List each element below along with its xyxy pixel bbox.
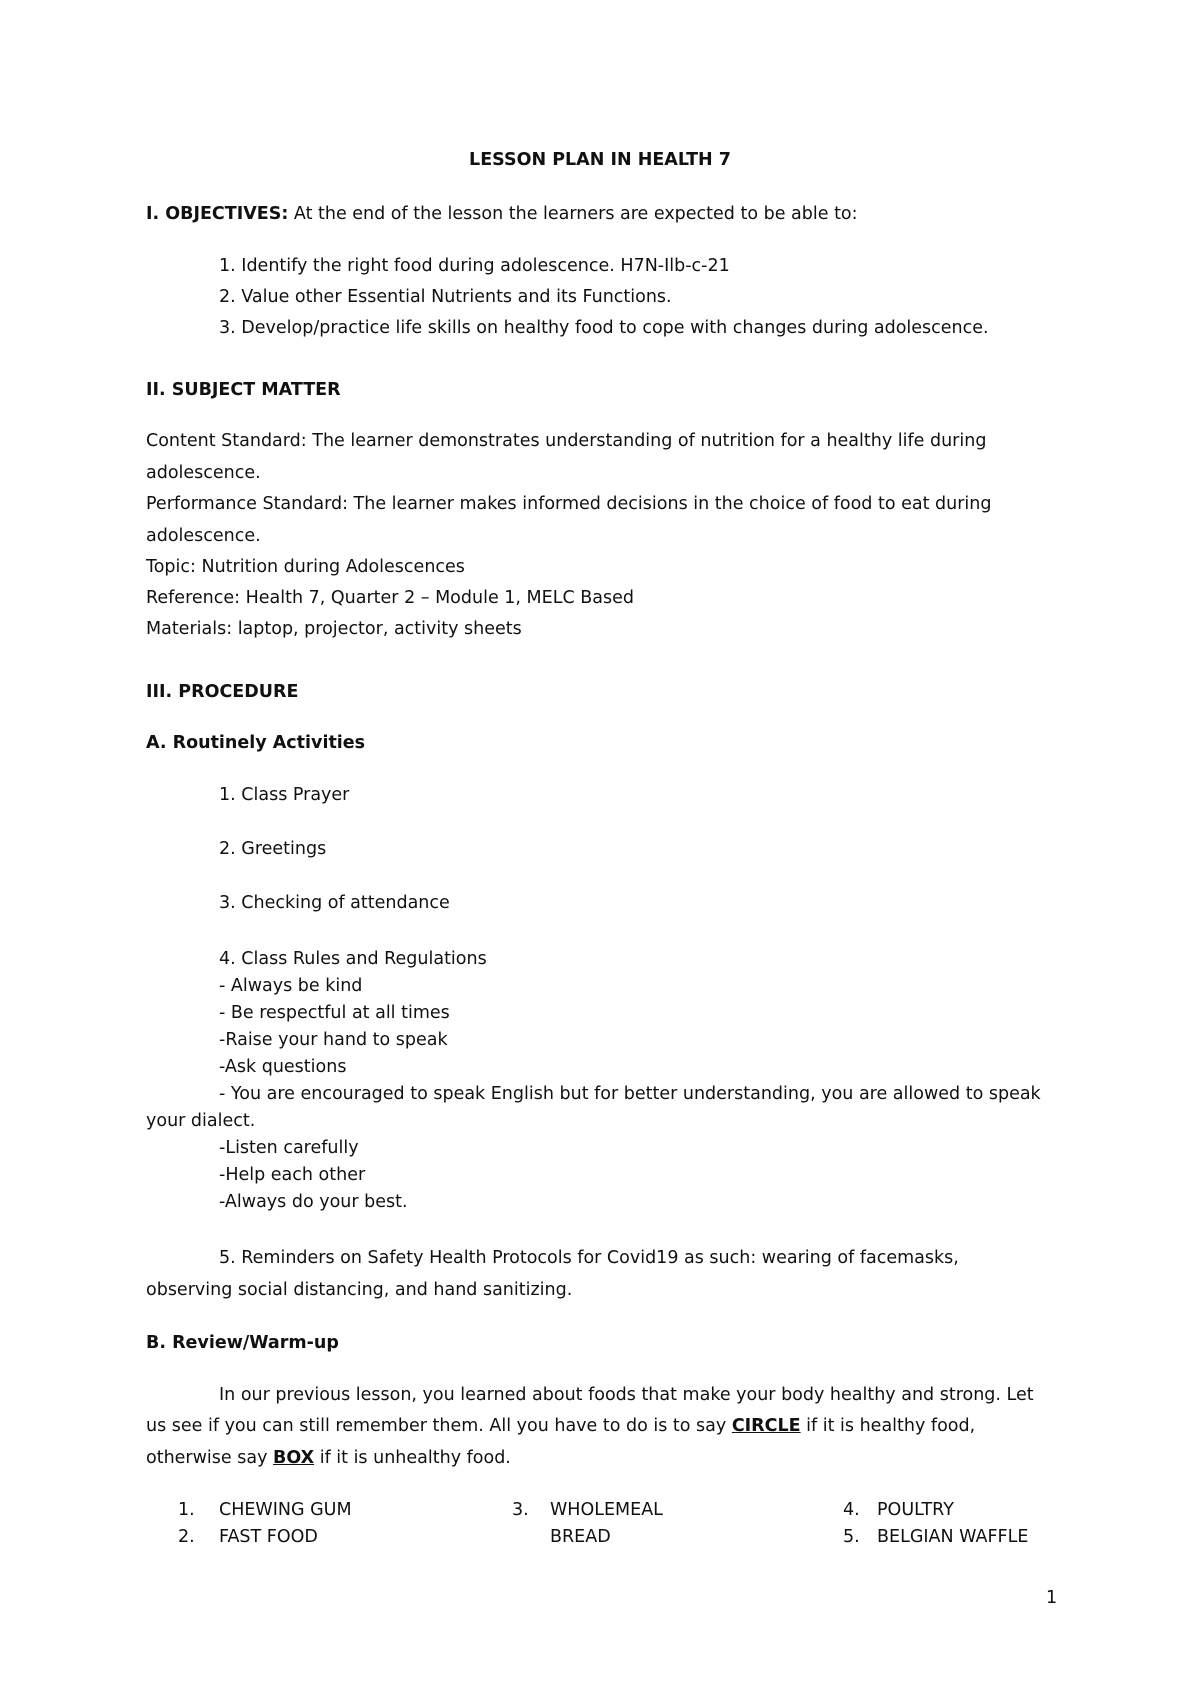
review-text: us see if you can still remember them. All you have to do is to say bbox=[146, 1416, 727, 1436]
topic-label: Topic: bbox=[146, 557, 196, 577]
objective-text: Develop/practice life skills on healthy food to cope with changes during adolescence. bbox=[241, 318, 989, 338]
food-num: 3. bbox=[512, 1500, 529, 1520]
review-text: if it is unhealthy food. bbox=[319, 1448, 511, 1468]
materials-line bbox=[146, 621, 522, 639]
food-item bbox=[512, 1502, 529, 1520]
food-num: 4. bbox=[843, 1500, 860, 1520]
content-standard-label: Content Standard: bbox=[146, 431, 307, 451]
review-text: otherwise say bbox=[146, 1448, 268, 1468]
objective-num: 2. bbox=[219, 287, 236, 307]
food-item bbox=[178, 1529, 195, 1547]
review-paragraph-line bbox=[146, 1450, 511, 1468]
rule-item: -Listen carefully bbox=[219, 1138, 359, 1158]
routine-heading: A. Routinely Activities bbox=[146, 733, 366, 753]
objective-item bbox=[219, 289, 672, 307]
routine-text: Greetings bbox=[241, 839, 327, 859]
review-text: if it is healthy food, bbox=[806, 1416, 976, 1436]
objectives-line bbox=[146, 206, 858, 224]
routine-item bbox=[219, 787, 349, 805]
routine-item bbox=[219, 841, 326, 859]
food-text: FAST FOOD bbox=[219, 1527, 318, 1547]
routine-text: Class Prayer bbox=[241, 785, 350, 805]
objectives-intro: At the end of the lesson the learners are expected to be able to: bbox=[293, 204, 858, 224]
food-item bbox=[843, 1529, 860, 1547]
reference-line bbox=[146, 590, 634, 608]
rule-item: - You are encouraged to speak English but for better understanding, you are allowed to speak bbox=[219, 1084, 1041, 1104]
reminder-num: 5. bbox=[219, 1248, 236, 1268]
objective-item bbox=[219, 320, 989, 338]
objective-text: Identify the right food during adolescence. H7N-Ilb-c-21 bbox=[241, 256, 730, 276]
objective-text: Value other Essential Nutrients and its Functions. bbox=[241, 287, 672, 307]
food-num: 1. bbox=[178, 1500, 195, 1520]
topic-line bbox=[146, 559, 465, 577]
routine-num: 2. bbox=[219, 839, 236, 859]
food-item bbox=[843, 1502, 860, 1520]
rule-item: -Always do your best. bbox=[219, 1192, 408, 1212]
reminder-line bbox=[219, 1250, 959, 1268]
objective-num: 3. bbox=[219, 318, 236, 338]
content-standard-text: The learner demonstrates understanding of nutrition for a healthy life during bbox=[312, 431, 987, 451]
objective-num: 1. bbox=[219, 256, 236, 276]
rules-num: 4. bbox=[219, 949, 236, 969]
rule-item: -Ask questions bbox=[219, 1057, 347, 1077]
food-text: POULTRY bbox=[877, 1500, 954, 1520]
food-item bbox=[178, 1502, 195, 1520]
procedure-heading: III. PROCEDURE bbox=[146, 682, 299, 702]
page-number: 1 bbox=[1046, 1588, 1058, 1608]
rules-title-line bbox=[219, 951, 487, 969]
routine-num: 3. bbox=[219, 893, 236, 913]
food-text-wrap: BREAD bbox=[550, 1527, 611, 1547]
subject-matter-heading: II. SUBJECT MATTER bbox=[146, 380, 341, 400]
routine-num: 1. bbox=[219, 785, 236, 805]
routine-text: Checking of attendance bbox=[241, 893, 450, 913]
rules-title: Class Rules and Regulations bbox=[241, 949, 487, 969]
rule-item-wrap: your dialect. bbox=[146, 1111, 256, 1131]
reminder-text: Reminders on Safety Health Protocols for Covid19 as such: wearing of facemasks, bbox=[241, 1248, 959, 1268]
food-text: WHOLEMEAL bbox=[550, 1500, 663, 1520]
reminder-wrap: observing social distancing, and hand sanitizing. bbox=[146, 1280, 573, 1300]
food-num: 2. bbox=[178, 1527, 195, 1547]
materials-label: Materials: bbox=[146, 619, 233, 639]
reference-label: Reference: bbox=[146, 588, 241, 608]
food-text: BELGIAN WAFFLE bbox=[877, 1527, 1029, 1547]
rule-item: -Raise your hand to speak bbox=[219, 1030, 448, 1050]
materials-text: laptop, projector, activity sheets bbox=[237, 619, 522, 639]
content-standard bbox=[146, 433, 986, 451]
food-text: CHEWING GUM bbox=[219, 1500, 352, 1520]
objectives-heading: I. OBJECTIVES: bbox=[146, 204, 289, 224]
review-paragraph-line bbox=[146, 1418, 975, 1436]
review-paragraph-line: In our previous lesson, you learned about foods that make your body healthy and strong. Let bbox=[219, 1385, 1034, 1405]
box-keyword: BOX bbox=[273, 1448, 315, 1468]
performance-standard bbox=[146, 496, 991, 514]
reference-text: Health 7, Quarter 2 – Module 1, MELC Based bbox=[245, 588, 634, 608]
objective-item bbox=[219, 258, 730, 276]
rule-item: - Be respectful at all times bbox=[219, 1003, 450, 1023]
rule-item: - Always be kind bbox=[219, 976, 363, 996]
circle-keyword: CIRCLE bbox=[731, 1416, 801, 1436]
performance-standard-text: The learner makes informed decisions in the choice of food to eat during bbox=[353, 494, 992, 514]
performance-standard-label: Performance Standard: bbox=[146, 494, 348, 514]
topic-text: Nutrition during Adolescences bbox=[201, 557, 465, 577]
food-num: 5. bbox=[843, 1527, 860, 1547]
review-heading: B. Review/Warm-up bbox=[146, 1333, 339, 1353]
performance-standard-wrap: adolescence. bbox=[146, 526, 261, 546]
content-standard-wrap: adolescence. bbox=[146, 463, 261, 483]
page-title: LESSON PLAN IN HEALTH 7 bbox=[469, 150, 731, 170]
routine-item bbox=[219, 895, 450, 913]
rule-item: -Help each other bbox=[219, 1165, 366, 1185]
